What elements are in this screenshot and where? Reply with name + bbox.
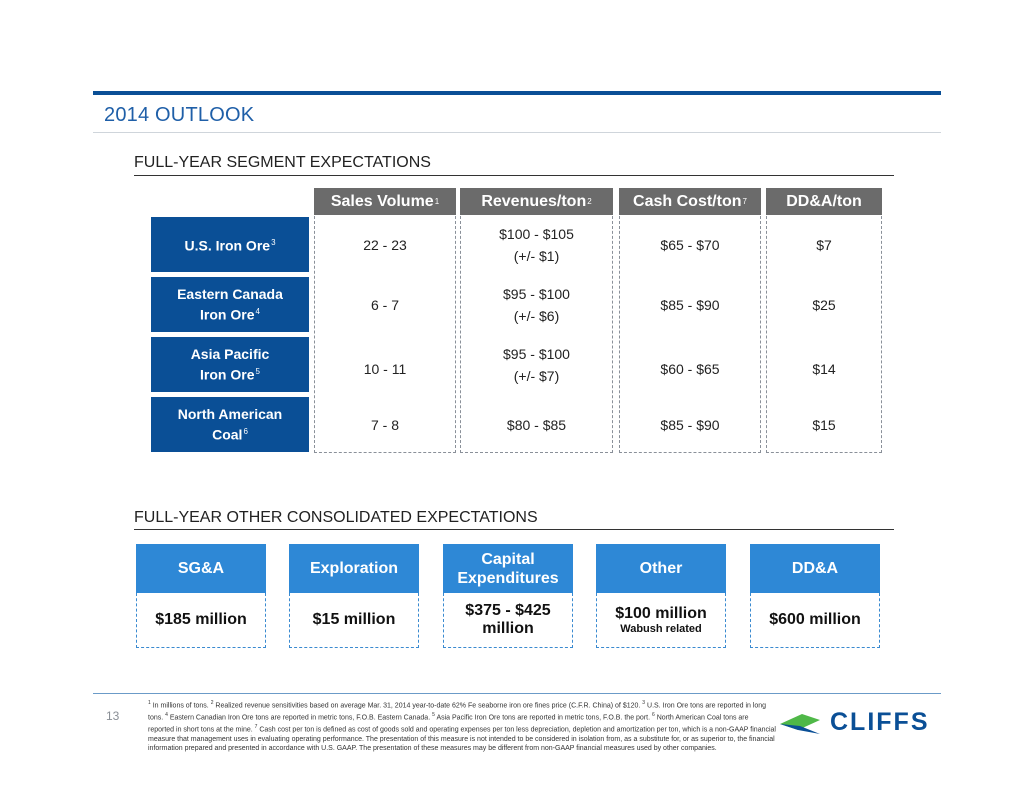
card-subvalue: Wabush related xyxy=(620,623,702,635)
consolidated-heading-rule xyxy=(134,529,894,530)
cell-sales-volume: 10 - 11 xyxy=(363,360,407,377)
card-label: SG&A xyxy=(136,544,266,593)
card-value: $15 million xyxy=(289,593,419,648)
column-header-cash-cost-per-ton: Cash Cost/ton 7 xyxy=(619,188,761,215)
column-header-revenues-per-ton: Revenues/ton 2 xyxy=(460,188,613,215)
row-label-us-iron-ore: U.S. Iron Ore$^3$ xyxy=(151,217,309,272)
card-value: $600 million xyxy=(750,593,880,648)
header-accent-bar xyxy=(93,91,941,95)
footer-divider xyxy=(93,693,941,694)
cell-dda-per-ton: $14 xyxy=(812,360,836,377)
card-label: DD&A xyxy=(750,544,880,593)
footnote-text: $^1$ In millions of tons. $^2$ Realized revenue sensitivities based on average Mar. 31, 2014 year-to-date 62% Fe seaborne iron ore fines price (C.F.R. China) of $120. $^3$ U.S. Iron Ore tons are reported in long tons. $^4$ Eastern Canadian Iron Ore tons are reported in metric tons, F.O.B. Eastern Canada. $^5$ Asia Pacific Iron Ore tons are reported in metric tons, F.O.B. the port. $^6$ North American Coal tons are reported in short tons at the mine. $^7$ Cash cost per ton is defined as cost of goods sold and operating expenses per ton less depreciation, depletion and amortization per ton, which is a non-GAAP financial measure that management uses in evaluating operating performance. The presentation of this measure is not intended to be considered in isolation from, as a substitute for, or as superior to, the financial information prepared and presented in accordance with U.S. GAAP. The presentation of these measures may be different from non-GAAP financial measures used by other companies. xyxy=(148,700,776,753)
card-label: Capital Expenditures xyxy=(443,544,573,593)
card-value: $185 million xyxy=(136,593,266,648)
segment-heading-rule xyxy=(134,175,894,176)
cell-cash-cost-per-ton: $85 - $90 xyxy=(660,416,720,433)
title-divider xyxy=(93,132,941,133)
row-label-eastern-canada-iron-ore: Eastern Canada Iron Ore$^4$ xyxy=(151,277,309,332)
card-capital-expenditures xyxy=(443,544,573,648)
card-other xyxy=(596,544,726,648)
column-header-dda-per-ton: DD&A/ton xyxy=(766,188,882,215)
cell-dda-per-ton: $25 xyxy=(812,296,836,313)
cell-sales-volume: 6 - 7 xyxy=(370,296,399,313)
row-label-north-american-coal: North American Coal$^6$ xyxy=(151,397,309,452)
column-header-sales-volume: Sales Volume 1 xyxy=(314,188,456,215)
consolidated-heading: FULL-YEAR OTHER CONSOLIDATED EXPECTATIONS xyxy=(134,509,538,526)
cell-cash-cost-per-ton: $85 - $90 xyxy=(660,296,720,313)
card-dda xyxy=(750,544,880,648)
card-value: $375 - $425 million xyxy=(443,593,573,648)
cliffs-logo-text: CLIFFS xyxy=(830,708,930,736)
cell-revenues-per-ton: $100 - $105 (+/- $1) xyxy=(499,225,574,264)
card-exploration xyxy=(289,544,419,648)
cell-sales-volume: 22 - 23 xyxy=(363,236,407,253)
row-label-asia-pacific-iron-ore: Asia Pacific Iron Ore$^5$ xyxy=(151,337,309,392)
segment-heading: FULL-YEAR SEGMENT EXPECTATIONS xyxy=(134,154,431,171)
page-number: 13 xyxy=(106,709,120,723)
cell-revenues-per-ton: $95 - $100 (+/- $7) xyxy=(503,345,570,384)
card-sga xyxy=(136,544,266,648)
cell-cash-cost-per-ton: $65 - $70 xyxy=(660,236,720,253)
page-title: 2014 OUTLOOK xyxy=(104,104,255,126)
cell-dda-per-ton: $7 xyxy=(816,236,832,253)
card-value: $100 million Wabush related xyxy=(596,593,726,648)
card-label: Other xyxy=(596,544,726,593)
cell-cash-cost-per-ton: $60 - $65 xyxy=(660,360,720,377)
cell-sales-volume: 7 - 8 xyxy=(370,416,399,433)
cell-dda-per-ton: $15 xyxy=(812,416,836,433)
card-label: Exploration xyxy=(289,544,419,593)
cell-revenues-per-ton: $80 - $85 xyxy=(506,416,567,433)
cell-revenues-per-ton: $95 - $100 (+/- $6) xyxy=(503,285,570,324)
